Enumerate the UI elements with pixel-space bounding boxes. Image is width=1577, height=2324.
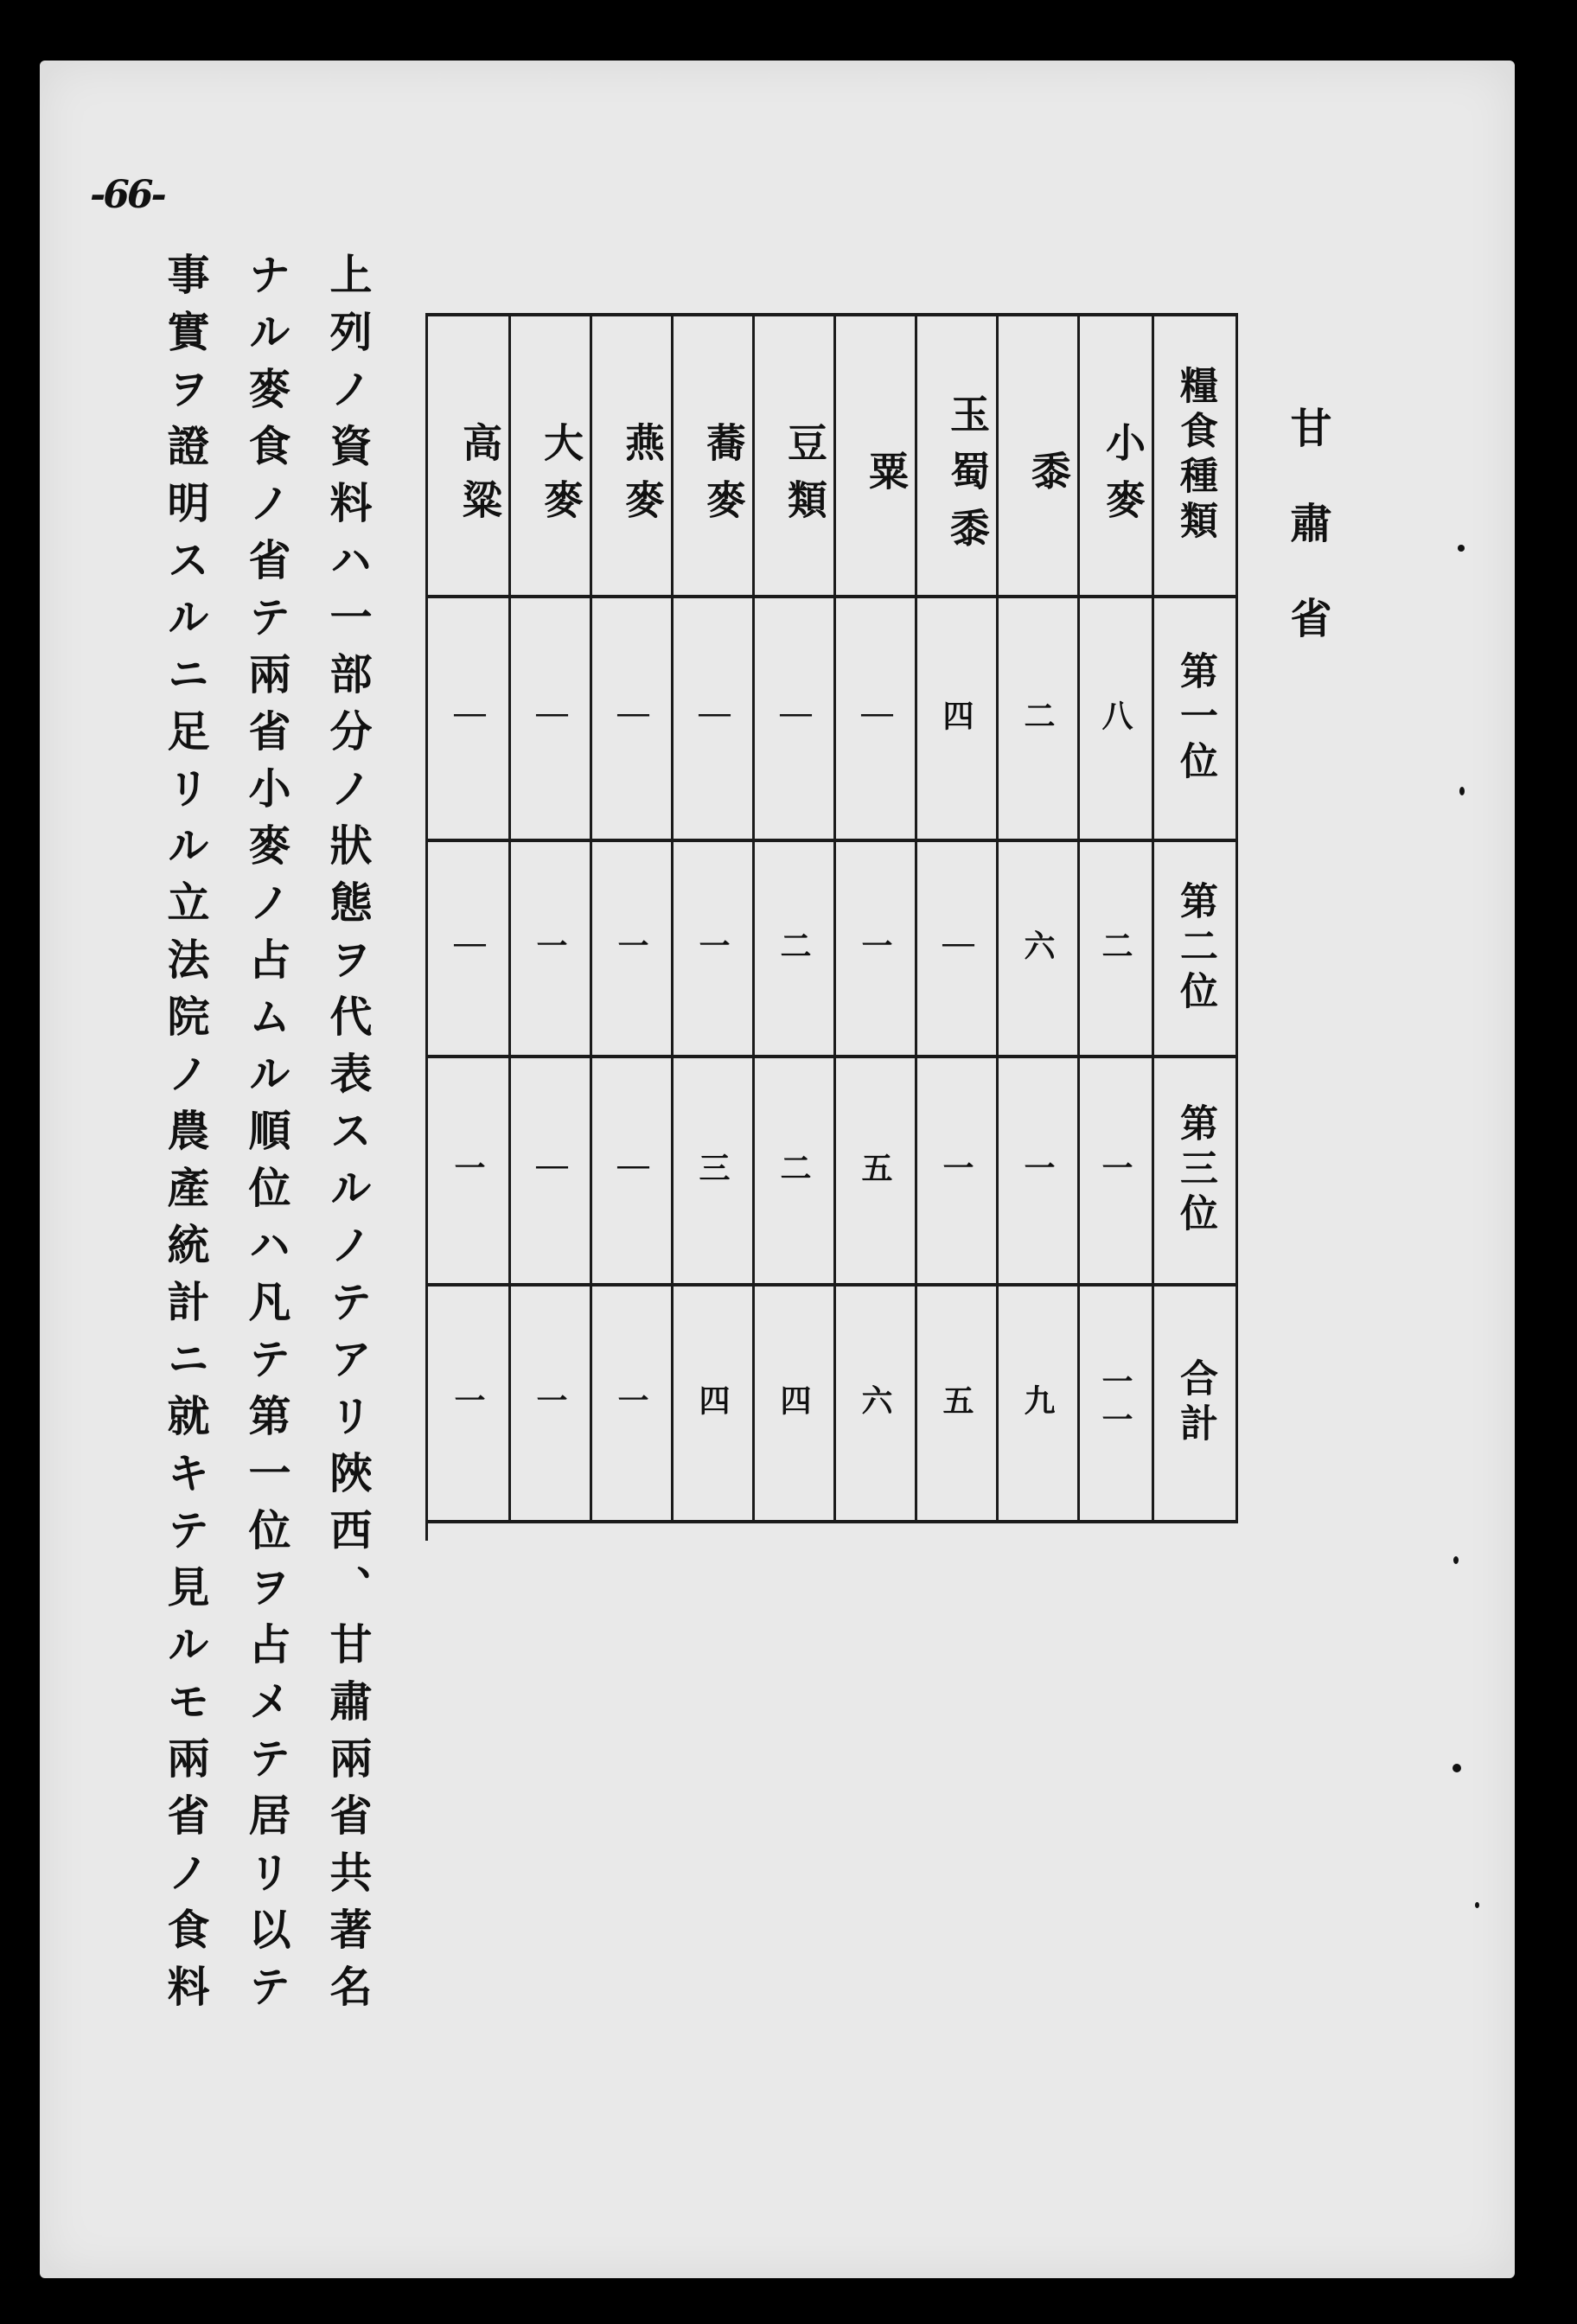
province-title: 甘肅省	[1283, 406, 1331, 692]
ink-speck	[1453, 1556, 1459, 1564]
rank-total: 一一	[1097, 1365, 1133, 1441]
ink-speck	[1459, 787, 1465, 795]
rank-total: 一	[532, 1384, 568, 1422]
grain-label: 玉蜀黍	[944, 393, 991, 565]
rank-value: ｜	[532, 699, 568, 737]
rank-value: 一	[532, 929, 568, 967]
rank-value: 四	[938, 699, 974, 737]
rank-value: ｜	[450, 699, 486, 737]
body-text-line-2: ナル麥食ノ省テ兩省小麥ノ占ムル順位ハ凡テ第一位ヲ占メテ居リ以テ	[242, 252, 292, 2021]
rank-value: 二	[1097, 929, 1133, 967]
page-number: -66-	[90, 173, 164, 217]
rank-total: 一	[450, 1384, 486, 1422]
rank-header-third: 第三位	[1173, 1103, 1217, 1238]
grain-label: 高粱	[456, 422, 503, 536]
table-rule	[1235, 313, 1238, 1523]
table-corner-header: 糧食種類	[1173, 366, 1217, 546]
rank-value: 一	[857, 929, 893, 967]
rank-value: 五	[857, 1152, 893, 1190]
grain-label: 大麥	[538, 422, 584, 536]
table-rule	[425, 1520, 1238, 1523]
rank-value: 二	[776, 1152, 812, 1190]
rank-header-first: 第一位	[1173, 651, 1217, 786]
rank-value: ｜	[776, 699, 812, 737]
rank-total: 四	[694, 1384, 731, 1422]
rank-value: 一	[694, 929, 731, 967]
rank-value: ｜	[694, 699, 731, 737]
rank-value: 二	[1019, 699, 1056, 737]
ink-speck	[1475, 1902, 1479, 1908]
grain-label: 燕麥	[619, 422, 666, 536]
rank-value: 一	[613, 929, 649, 967]
rank-total: 四	[776, 1384, 812, 1422]
grain-rank-table	[425, 313, 1238, 1523]
grain-label: 蕎麥	[700, 422, 747, 536]
body-text-line-1: 上列ノ資料ハ一部分ノ狀態ヲ代表スルノテアリ陜西、甘肅兩省共著名	[323, 252, 374, 2021]
grain-label: 粟	[863, 450, 910, 508]
rank-value: 六	[1019, 929, 1056, 967]
rank-value: 八	[1097, 699, 1133, 737]
rank-total: 九	[1019, 1384, 1056, 1422]
rank-value: ｜	[938, 929, 974, 967]
rank-total: 六	[857, 1384, 893, 1422]
rank-value: ｜	[450, 929, 486, 967]
rank-header-second: 第二位	[1173, 881, 1217, 1016]
rank-value: 二	[776, 929, 812, 967]
rank-value: ｜	[857, 699, 893, 737]
grain-label: 黍	[1025, 450, 1072, 508]
rank-value: 一	[1019, 1152, 1056, 1190]
ink-speck	[1458, 545, 1465, 552]
rank-value: 三	[694, 1152, 731, 1190]
ink-speck	[1452, 1764, 1461, 1772]
rank-value: 一	[450, 1152, 486, 1190]
rank-value: ｜	[613, 699, 649, 737]
rank-total: 一	[613, 1384, 649, 1422]
rank-value: 一	[1097, 1152, 1133, 1190]
body-text-line-3: 事實ヲ證明スルニ足リル立法院ノ農產統計ニ就キテ見ルモ兩省ノ食料	[161, 252, 211, 2021]
grain-label: 豆類	[782, 422, 828, 536]
rank-value: 一	[938, 1152, 974, 1190]
rank-value: ｜	[613, 1152, 649, 1190]
rank-header-total: 合計	[1173, 1358, 1217, 1448]
grain-label: 小麥	[1100, 422, 1146, 536]
rank-total: 五	[938, 1384, 974, 1422]
rank-value: ｜	[532, 1152, 568, 1190]
